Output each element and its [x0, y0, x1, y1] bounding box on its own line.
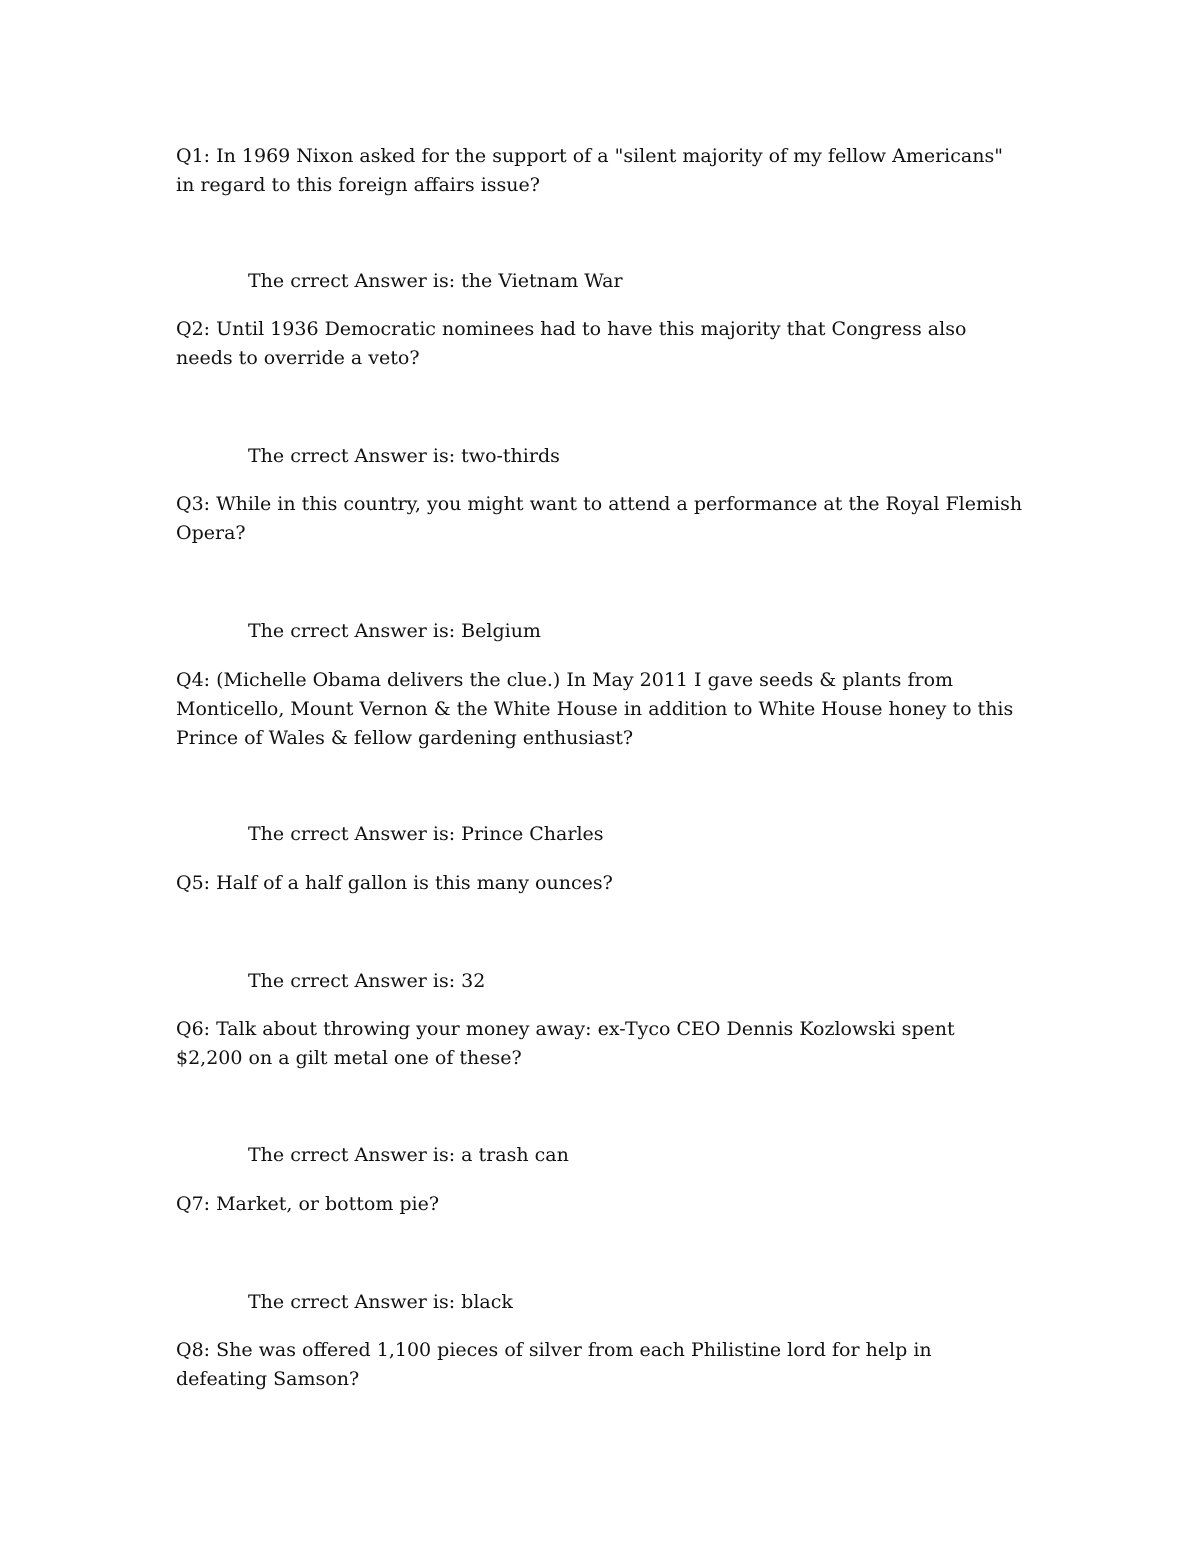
question-6: Q6: Talk about throwing your money away: ex-Tyco CEO Dennis Kozlowski spent $2,200 on a gilt metal one of these?	[176, 1018, 955, 1069]
answer-7: The crrect Answer is: black	[248, 1291, 513, 1313]
answer-4: The crrect Answer is: Prince Charles	[248, 823, 604, 845]
answer-3: The crrect Answer is: Belgium	[248, 620, 541, 642]
answer-5: The crrect Answer is: 32	[248, 970, 486, 992]
question-5: Q5: Half of a half gallon is this many ounces?	[176, 872, 613, 894]
question-2: Q2: Until 1936 Democratic nominees had to have this majority that Congress also needs to override a veto?	[176, 318, 967, 369]
answer-1: The crrect Answer is: the Vietnam War	[248, 270, 623, 292]
question-1: Q1: In 1969 Nixon asked for the support of a "silent majority of my fellow Americans" in regard to this foreign affairs issue?	[176, 145, 1003, 196]
answer-2: The crrect Answer is: two-thirds	[248, 445, 560, 467]
question-4: Q4: (Michelle Obama delivers the clue.) In May 2011 I gave seeds & plants from Monticello, Mount Vernon & the White House in addition to White House honey to this Prince of Wales & fellow gardening enthusiast?	[176, 669, 1014, 749]
question-3: Q3: While in this country, you might want to attend a performance at the Royal Flemish Opera?	[176, 493, 1023, 544]
question-8: Q8: She was offered 1,100 pieces of silver from each Philistine lord for help in defeating Samson?	[176, 1339, 932, 1390]
question-7: Q7: Market, or bottom pie?	[176, 1193, 440, 1215]
answer-6: The crrect Answer is: a trash can	[248, 1144, 569, 1166]
